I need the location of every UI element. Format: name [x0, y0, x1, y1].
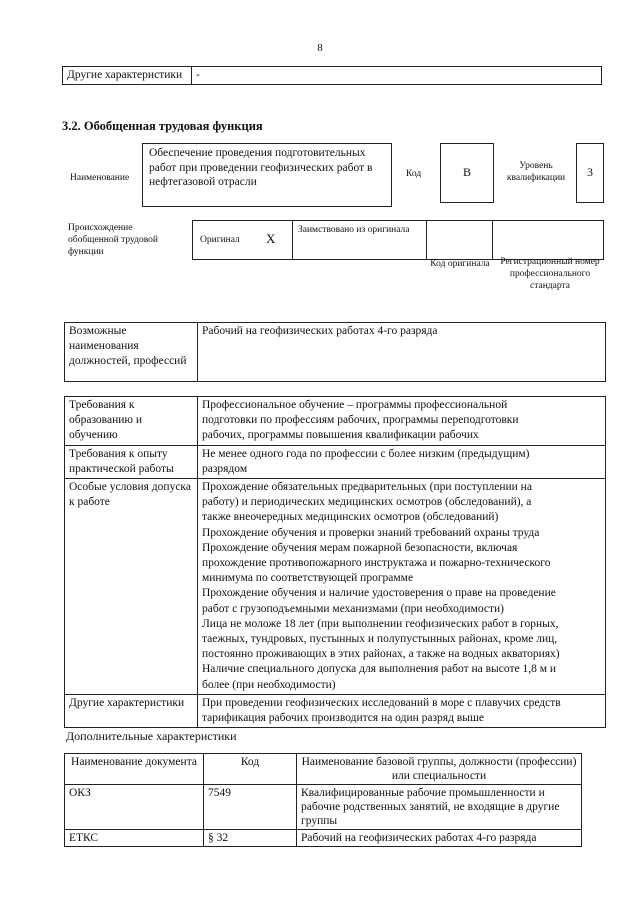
req-value: Не менее одного года по профессии с более низким (предыдущим) разрядом: [198, 445, 606, 478]
level-value: 3: [587, 165, 593, 179]
req-value: Профессиональное обучение – программы профессиональной подготовки по профессиям рабочих, программы переподготовки рабочих, программы повышения квалификации рабочих: [198, 397, 606, 446]
code-value: B: [462, 165, 471, 179]
req-value: Прохождение обязательных предварительных (при поступлении на работу) и периодических медицинских осмотров (обследований), а также внеочередных медицинских осмотров (обследований) Прохождение обучения и проверки знаний требований охраны труда Прохождение обучения мерам пожарной безопасности, включая прохождение противопожарного инструктажа и пожарно-технического минимума по соответствующей программе Прохождение обучения и наличие удостоверения о праве на проведение работ с грузоподъемными механизмами (при необходимости) Лица не моложе 18 лет (при выполнении геофизических работ в горных, таежных, тундровых, пустынных и полупустынных районах, кроме лиц, постоянно проживающих в этих районах, а также на водных акваториях) Наличие специального допуска для выполнения работ на высоте 1,8 м и более (при необходимости): [198, 479, 606, 695]
req-label: Требования к опыту практической работы: [65, 445, 198, 478]
header-cell: Наименование базовой группы, должности (профессии) или специальности: [297, 754, 582, 785]
doc-name-cell: ЕТКС: [65, 830, 204, 847]
original-mark: X: [266, 231, 276, 246]
name-label: Наименование: [70, 173, 130, 183]
req-label: Другие характеристики: [65, 694, 198, 727]
code-cell: § 32: [204, 830, 297, 847]
additional-table: [64, 753, 582, 847]
req-row-special-conditions: [65, 479, 606, 695]
req-row-other: [65, 694, 606, 727]
other-characteristics-value: -: [192, 67, 602, 85]
group-name-cell: Рабочий на геофизических работах 4-го разряда: [297, 830, 582, 847]
code-label: Код: [406, 169, 422, 179]
origin-divider-2: [426, 220, 427, 259]
function-name-value: Обеспечение проведения подготовительных работ при проведении геофизических работ в нефтегазовой отрасли: [149, 147, 373, 188]
possible-names-value: Рабочий на геофизических работах 4-го разряда: [198, 323, 606, 382]
header-cell: Код: [204, 754, 297, 785]
requirements-table: [64, 396, 606, 728]
additional-header-row: [65, 754, 582, 785]
group-name-cell: Квалифицированные рабочие промышленности и рабочие родственных занятий, не входящие в другие группы: [297, 785, 582, 830]
doc-name-cell: ОКЗ: [65, 785, 204, 830]
req-label: Особые условия допуска к работе: [65, 479, 198, 695]
other-characteristics-label: Другие характеристики: [63, 67, 192, 85]
other-characteristics-table: [62, 66, 602, 85]
origin-label: Происхождение обобщенной трудовой функции: [68, 223, 158, 257]
req-row-education: [65, 397, 606, 446]
header-cell: Наименование документа: [65, 754, 204, 785]
level-label: Уровень квалификации: [506, 161, 566, 183]
function-name-box: [142, 143, 392, 207]
table-row: [65, 830, 582, 847]
possible-names-label: Возможные наименования должностей, профессий: [65, 323, 198, 382]
borrowed-label: Заимствовано из оригинала: [298, 225, 410, 235]
code-box: [440, 143, 494, 203]
code-original-label: Код оригинала: [430, 259, 490, 269]
section-title: 3.2. Обобщенная трудовая функция: [62, 119, 263, 133]
possible-names-table: [64, 322, 606, 382]
page-number: 8: [317, 42, 323, 54]
table-row: [65, 785, 582, 830]
additional-title: Дополнительные характеристики: [66, 729, 237, 743]
level-box: [576, 143, 604, 203]
original-label: Оригинал: [200, 235, 240, 245]
req-row-experience: [65, 445, 606, 478]
origin-divider-1: [292, 220, 293, 259]
reg-number-label: Регистрационный номер профессионального стандарта: [500, 257, 600, 291]
req-label: Требования к образованию и обучению: [65, 397, 198, 446]
origin-divider-3: [492, 220, 493, 259]
req-value: При проведении геофизических исследований в море с плавучих средств тарификация рабочих производится на один разряд выше: [198, 694, 606, 727]
code-cell: 7549: [204, 785, 297, 830]
